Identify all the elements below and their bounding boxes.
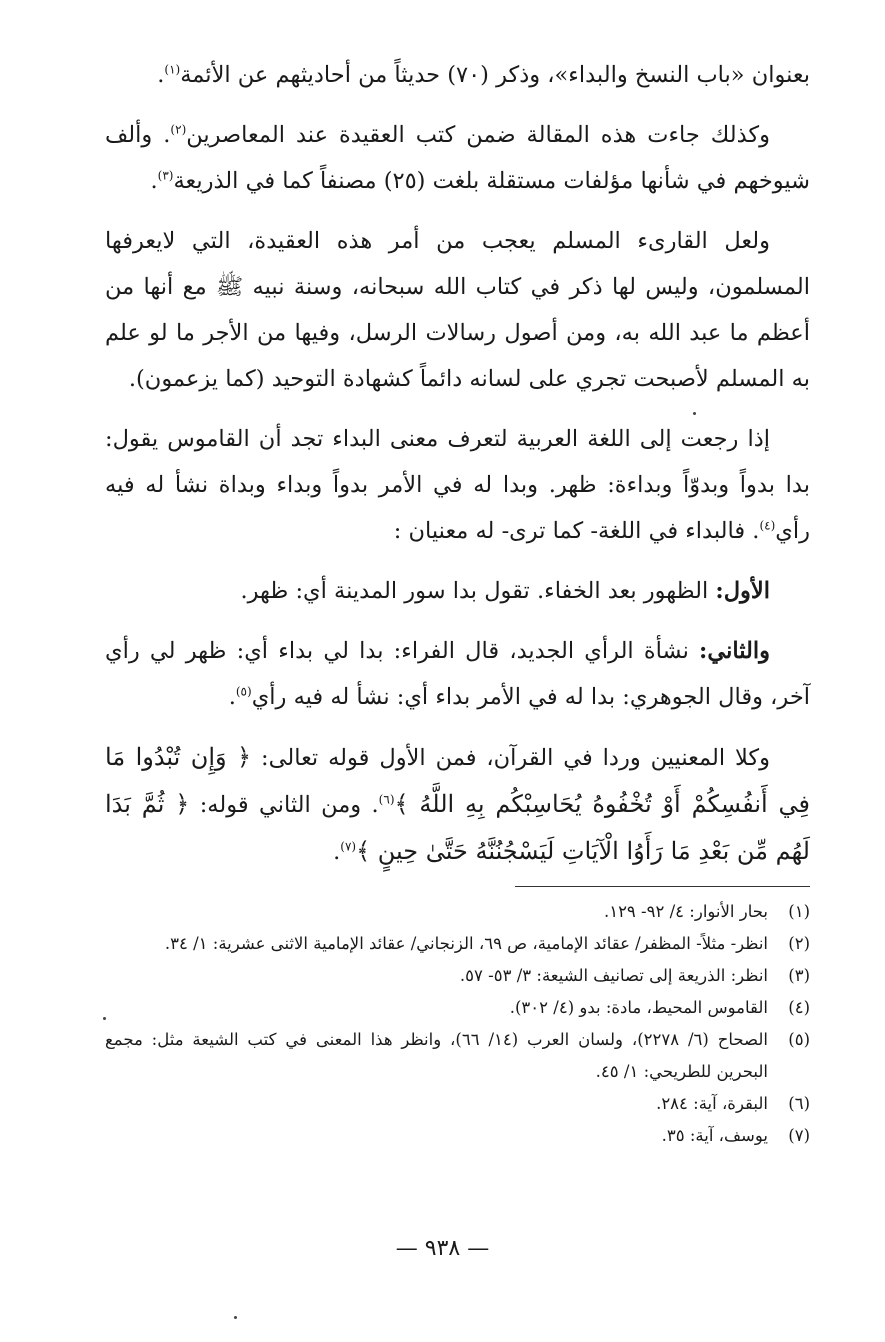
footnote-item: (٧) يوسف، آية: ٣٥.	[661, 1126, 810, 1145]
meaning-first-label: الأول:	[715, 578, 770, 604]
paragraph-text: ولعل القارىء المسلم يعجب من أمر هذه العقيدة، التي لايعرفها المسلمون، وليس لها ذكر في كتاب الله سبحانه، وسنة نبيه ﷺ مع أنها من أعظم ما عبد الله به، ومن أصول رسالات الرسل، وفيها من الأجر ما لو علم به المسلم لأصبحت تجري على لسانه دائماً كشهادة التوحيد (كما يزعمون).	[105, 228, 810, 392]
paragraph-4: إذا رجعت إلى اللغة العربية لتعرف معنى البداء تجد أن القاموس يقول: بدا بدواً وبدوّاً وبداءة: ظهر. وبدا له في الأمر بدواً وبداء وبداة نشأ له فيه رأي$^{(٤)}$. فالبداء في اللغة- كما ترى- له معنيان :	[105, 426, 810, 544]
footnote-item: (٢) انظر- مثلاً- المظفر/ عقائد الإمامية، ص ٦٩، الزنجاني/ عقائد الإمامية الاثنى عشرية: ١/ ٣٤.	[164, 934, 810, 953]
footnote-ref-7[interactable]: (٧)	[340, 839, 357, 854]
meaning-second-label: والثاني:	[699, 638, 770, 664]
scan-speck	[693, 412, 696, 415]
footnote-ref-3[interactable]: (٣)	[157, 168, 174, 183]
footnotes	[105, 896, 810, 1152]
scan-speck	[234, 1316, 237, 1319]
footnote-item: (٥) الصحاح (٦/ ٢٢٧٨)، ولسان العرب (١٤/ ٦٦)، وانظر هذا المعنى في كتب الشيعة مثل: مجمع البحرين للطريحي: ١/ ٤٥.	[105, 1030, 810, 1081]
quran-verse-1: ﴿ وَإِن تُبْدُوا مَا فِي أَنفُسِكُمْ أَوْ تُخْفُوهُ يُحَاسِبْكُم بِهِ اللَّهُ ﴾	[105, 743, 811, 818]
footnote-separator	[515, 886, 810, 887]
footnote-item: (١) بحار الأنوار: ٤/ ٩٢- ١٢٩.	[603, 902, 810, 921]
paragraph-text: بعنوان «باب النسخ والبداء»، وذكر (٧٠) حديثاً من أحاديثهم عن الأئمة	[180, 62, 810, 88]
quran-verse-2: ﴿ ثُمَّ بَدَا لَهُم مِّن بَعْدِ مَا رَأَوُا الْآيَاتِ لَيَسْجُنُنَّهُ حَتَّىٰ حِينٍ ﴾	[105, 790, 810, 865]
footnote-ref-6[interactable]: (٦)	[378, 792, 395, 807]
paragraph-6: والثاني: نشأة الرأي الجديد، قال الفراء: بدا لي بداء أي: ظهر لي رأي آخر، وقال الجوهري: بدا له في الأمر بداء أي: نشأ له فيه رأي$^{(٥)}$.	[105, 638, 810, 710]
paragraph-2: وكذلك جاءت هذه المقالة ضمن كتب العقيدة عند المعاصرين$^{(٢)}$. وألف شيوخهم في شأنها مؤلفات مستقلة بلغت (٢٥) مصنفاً كما في الذريعة$^{(٣)}$.	[105, 122, 810, 194]
footnote-ref-5[interactable]: (٥)	[235, 684, 252, 699]
footnote-item: (٤) القاموس المحيط، مادة: بدو (٤/ ٣٠٢).	[509, 998, 810, 1017]
paragraph-7: وكلا المعنيين وردا في القرآن، فمن الأول قوله تعالى: ﴿ وَإِن تُبْدُوا مَا فِي أَنفُسِكُمْ أَوْ تُخْفُوهُ يُحَاسِبْكُم بِهِ اللَّهُ ﴾$^{(٦)}$. ومن الثاني قوله: ﴿ ثُمَّ بَدَا لَهُم مِّن بَعْدِ مَا رَأَوُا الْآيَاتِ لَيَسْجُنُنَّهُ حَتَّىٰ حِينٍ ﴾$^{(٧)}$.	[105, 743, 811, 865]
page-number: — ٩٣٨ —	[395, 1236, 490, 1261]
footnote-item: (٦) البقرة، آية: ٢٨٤.	[656, 1094, 810, 1113]
paragraph-text: إذا رجعت إلى اللغة العربية لتعرف معنى البداء تجد أن القاموس يقول: بدا بدواً وبدوّاً وبداءة: ظهر. وبدا له في الأمر بدواً وبداء وبداة نشأ له فيه رأي	[105, 426, 810, 544]
paragraph-5: الأول: الظهور بعد الخفاء. تقول بدا سور المدينة أي: ظهر.	[240, 578, 770, 604]
scan-speck	[103, 1017, 106, 1020]
footnote-ref-4[interactable]: (٤)	[759, 518, 776, 533]
footnote-item: (٣) انظر: الذريعة إلى تصانيف الشيعة: ٣/ ٥٣- ٥٧.	[459, 966, 810, 985]
main-text	[105, 52, 810, 889]
paragraph-1: بعنوان «باب النسخ والبداء»، وذكر (٧٠) حديثاً من أحاديثهم عن الأئمة$^{(١)}$.	[157, 62, 810, 88]
footnote-ref-2[interactable]: (٢)	[170, 122, 187, 137]
footnote-ref-1[interactable]: (١)	[164, 62, 181, 77]
paragraph-text: وكذلك جاءت هذه المقالة ضمن كتب العقيدة عند المعاصرين	[186, 122, 770, 148]
paragraph-3	[105, 218, 810, 402]
